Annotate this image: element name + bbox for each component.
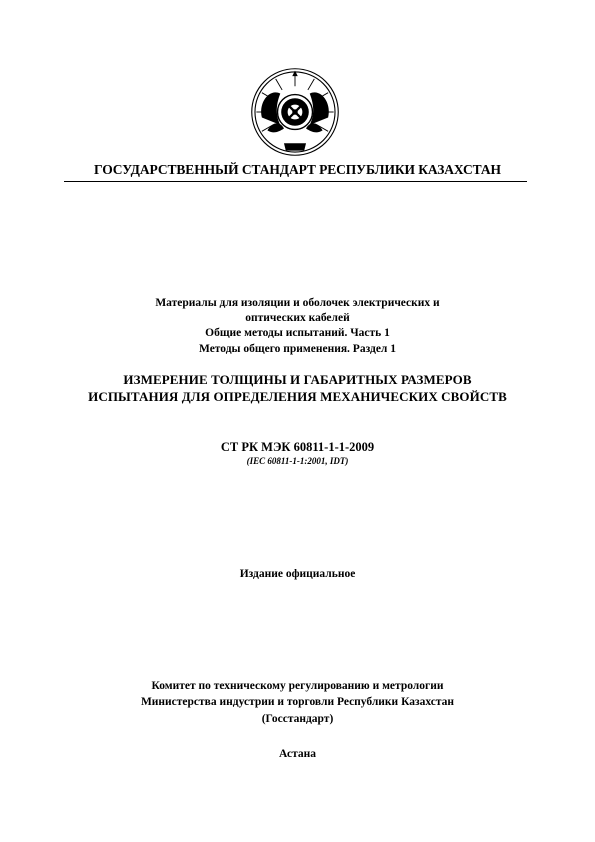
publisher-line-3: (Госстандарт) [261,713,334,725]
state-emblem-icon [249,66,341,158]
document-title-line-2: ИСПЫТАНИЯ ДЛЯ ОПРЕДЕЛЕНИЯ МЕХАНИЧЕСКИХ СВОЙСТВ [88,389,507,404]
edition-label: Издание официальное [239,568,356,580]
subject-line-3: Общие методы испытаний. Часть 1 [205,327,390,339]
subject-line-2: оптических кабелей [245,312,350,324]
document-title-line-1: ИЗМЕРЕНИЕ ТОЛЩИНЫ И ГАБАРИТНЫХ РАЗМЕРОВ [123,372,472,387]
city-label: Астана [278,748,317,760]
publisher-line-1: Комитет по техническому регулированию и метрологии [151,680,444,692]
standard-code: СТ РК МЭК 60811-1-1-2009 [220,440,375,454]
standard-equivalence: (IEC 60811-1-1:2001, IDT) [246,456,349,466]
subject-line-4: Методы общего применения. Раздел 1 [199,343,396,355]
subject-line-1: Материалы для изоляции и оболочек электрических и [155,297,440,309]
publisher-line-2: Министерства индустрии и торговли Республики Казахстан [140,696,455,708]
standard-header: ГОСУДАРСТВЕННЫЙ СТАНДАРТ РЕСПУБЛИКИ КАЗАХСТАН [94,162,501,177]
header-rule [64,181,527,182]
